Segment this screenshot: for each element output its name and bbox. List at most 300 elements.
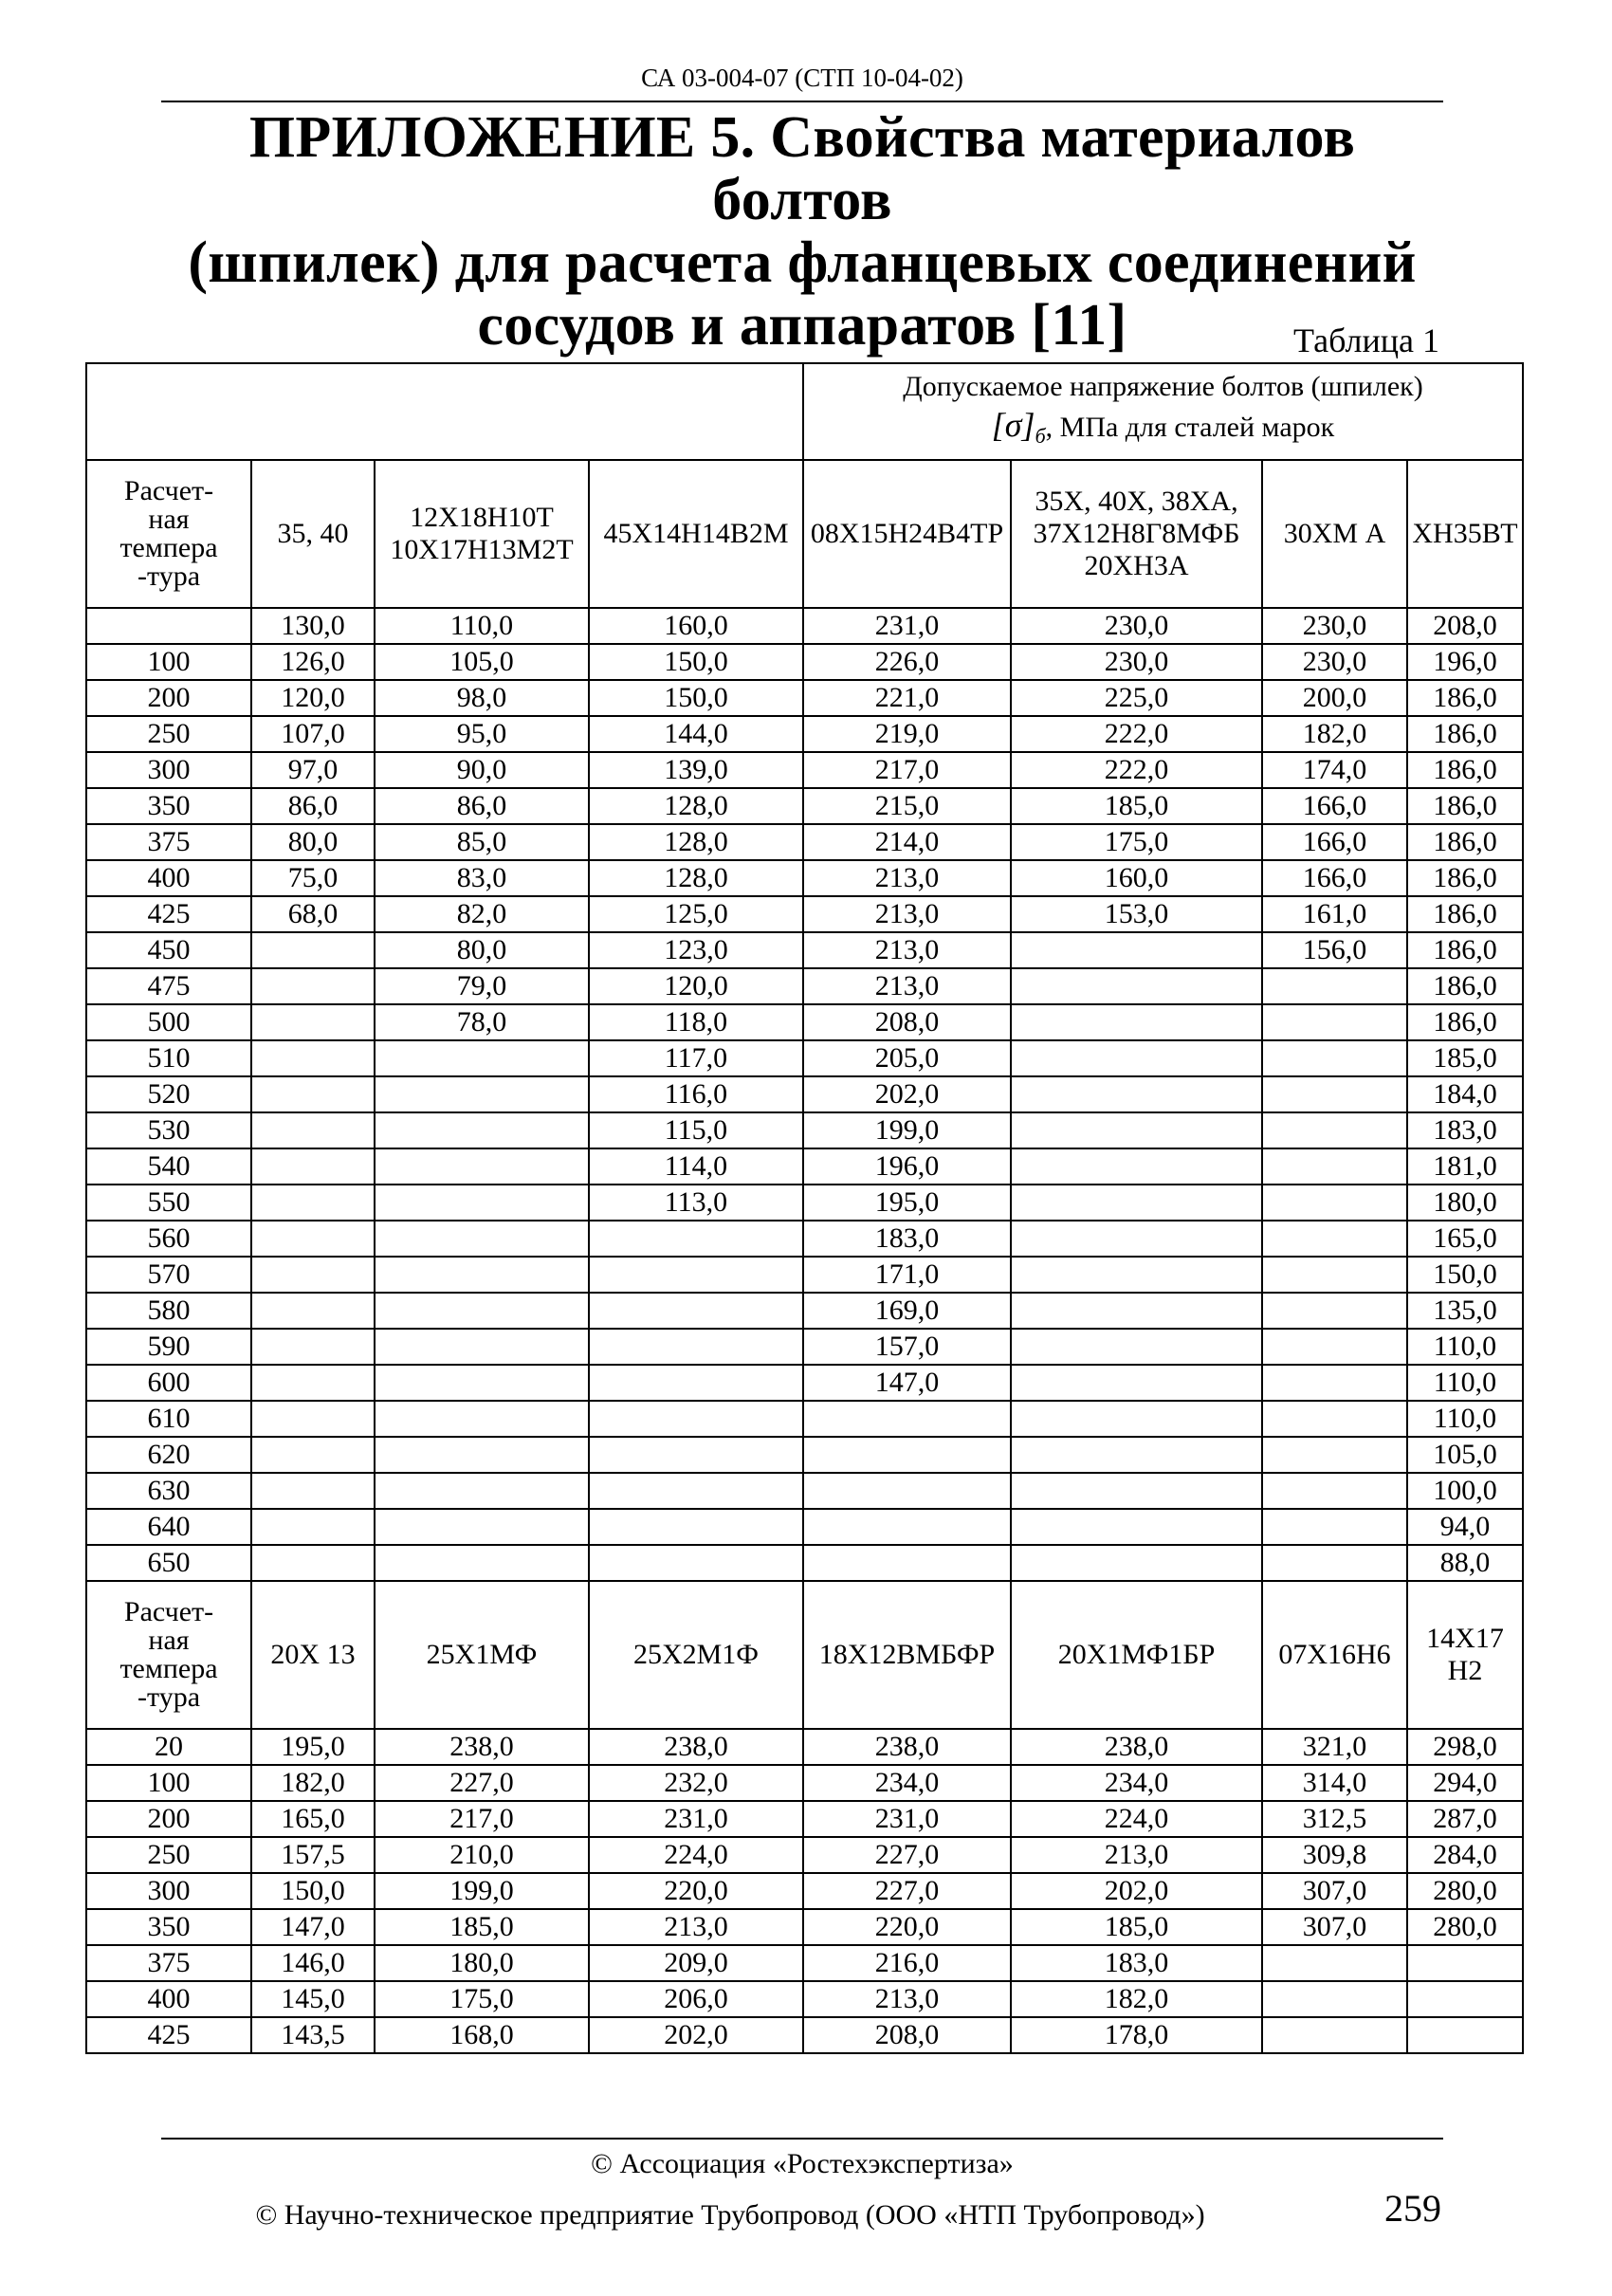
stress-value-cell: 186,0 bbox=[1407, 824, 1523, 860]
stress-value-cell: 171,0 bbox=[803, 1257, 1011, 1293]
stress-value-cell bbox=[375, 1148, 589, 1185]
group-header-row bbox=[86, 363, 1523, 460]
temperature-header-line: Расчет- bbox=[123, 475, 214, 506]
stress-value-cell bbox=[251, 1112, 375, 1148]
temperature-cell: 425 bbox=[86, 896, 251, 932]
stress-value-cell bbox=[251, 1365, 375, 1401]
steel-grade-header: 14Х17 Н2 bbox=[1407, 1581, 1523, 1729]
footer-rule bbox=[161, 2138, 1443, 2140]
table-row bbox=[86, 1076, 1523, 1112]
stress-value-cell bbox=[1011, 1401, 1262, 1437]
stress-value-cell bbox=[251, 1329, 375, 1365]
stress-value-cell bbox=[1011, 1004, 1262, 1040]
stress-value-cell: 79,0 bbox=[375, 968, 589, 1004]
stress-value-cell: 128,0 bbox=[589, 860, 803, 896]
stress-value-cell: 230,0 bbox=[1011, 608, 1262, 644]
table-row bbox=[86, 1112, 1523, 1148]
stress-value-cell: 213,0 bbox=[803, 860, 1011, 896]
temperature-cell: 400 bbox=[86, 860, 251, 896]
stress-value-cell: 217,0 bbox=[375, 1801, 589, 1837]
stress-value-cell: 90,0 bbox=[375, 752, 589, 788]
stress-value-cell bbox=[251, 1257, 375, 1293]
temperature-cell: 570 bbox=[86, 1257, 251, 1293]
title-line-3: сосудов и аппаратов [11] bbox=[477, 293, 1127, 358]
stress-value-cell bbox=[251, 968, 375, 1004]
stress-value-cell: 110,0 bbox=[1407, 1329, 1523, 1365]
temperature-cell: 20 bbox=[86, 1729, 251, 1765]
stress-value-cell: 145,0 bbox=[251, 1981, 375, 2017]
stress-value-cell bbox=[375, 1509, 589, 1545]
stress-value-cell: 238,0 bbox=[375, 1729, 589, 1765]
stress-value-cell: 128,0 bbox=[589, 788, 803, 824]
stress-value-cell: 186,0 bbox=[1407, 932, 1523, 968]
stress-value-cell bbox=[589, 1473, 803, 1509]
table-row bbox=[86, 1545, 1523, 1581]
stress-value-cell bbox=[1262, 1945, 1407, 1981]
temperature-cell: 250 bbox=[86, 716, 251, 752]
stress-value-cell: 135,0 bbox=[1407, 1293, 1523, 1329]
stress-value-cell: 94,0 bbox=[1407, 1509, 1523, 1545]
stress-value-cell: 208,0 bbox=[803, 1004, 1011, 1040]
stress-value-cell: 309,8 bbox=[1262, 1837, 1407, 1873]
stress-value-cell: 185,0 bbox=[1011, 1909, 1262, 1945]
stress-value-cell: 238,0 bbox=[1011, 1729, 1262, 1765]
stress-value-cell bbox=[803, 1545, 1011, 1581]
stress-value-cell bbox=[1407, 1981, 1523, 2017]
stress-value-cell: 178,0 bbox=[1011, 2017, 1262, 2053]
stress-value-cell: 186,0 bbox=[1407, 860, 1523, 896]
steel-grade-header: 30ХМ А bbox=[1262, 460, 1407, 608]
stress-value-cell: 120,0 bbox=[589, 968, 803, 1004]
stress-value-cell: 184,0 bbox=[1407, 1076, 1523, 1112]
stress-value-cell: 185,0 bbox=[375, 1909, 589, 1945]
stress-value-cell: 234,0 bbox=[803, 1765, 1011, 1801]
title-line-2: (шпилек) для расчета фланцевых соединений bbox=[188, 230, 1417, 295]
stress-value-cell: 110,0 bbox=[375, 608, 589, 644]
stress-value-cell bbox=[251, 1040, 375, 1076]
stress-value-cell bbox=[1011, 1473, 1262, 1509]
stress-value-cell bbox=[251, 1004, 375, 1040]
page-number: 259 bbox=[1384, 2187, 1441, 2230]
stress-value-cell: 115,0 bbox=[589, 1112, 803, 1148]
stress-value-cell: 227,0 bbox=[375, 1765, 589, 1801]
stress-value-cell bbox=[803, 1401, 1011, 1437]
stress-value-cell: 196,0 bbox=[1407, 644, 1523, 680]
stress-value-cell: 168,0 bbox=[375, 2017, 589, 2053]
stress-value-cell bbox=[1262, 1076, 1407, 1112]
stress-value-cell: 156,0 bbox=[1262, 932, 1407, 968]
stress-value-cell: 224,0 bbox=[589, 1837, 803, 1873]
stress-value-cell bbox=[1011, 1365, 1262, 1401]
stress-value-cell: 182,0 bbox=[1011, 1981, 1262, 2017]
stress-value-cell bbox=[1262, 968, 1407, 1004]
stress-value-cell bbox=[589, 1257, 803, 1293]
stress-value-cell: 220,0 bbox=[803, 1909, 1011, 1945]
group-header-cell bbox=[803, 363, 1523, 460]
steel-grade-header: 35Х, 40Х, 38ХА, 37Х12Н8Г8МФБ 20ХН3А bbox=[1011, 460, 1262, 608]
stress-value-cell: 126,0 bbox=[251, 644, 375, 680]
sigma-subscript: б bbox=[1035, 424, 1046, 448]
temperature-cell: 250 bbox=[86, 1837, 251, 1873]
stress-value-cell: 208,0 bbox=[1407, 608, 1523, 644]
stress-value-cell: 120,0 bbox=[251, 680, 375, 716]
stress-value-cell bbox=[803, 1437, 1011, 1473]
stress-value-cell: 215,0 bbox=[803, 788, 1011, 824]
stress-value-cell bbox=[375, 1221, 589, 1257]
stress-value-cell bbox=[1262, 1112, 1407, 1148]
table-row bbox=[86, 1365, 1523, 1401]
stress-value-cell bbox=[1262, 1004, 1407, 1040]
table-row bbox=[86, 896, 1523, 932]
stress-value-cell bbox=[589, 1293, 803, 1329]
table-row bbox=[86, 1437, 1523, 1473]
stress-value-cell: 222,0 bbox=[1011, 752, 1262, 788]
temperature-cell: 520 bbox=[86, 1076, 251, 1112]
stress-value-cell: 147,0 bbox=[803, 1365, 1011, 1401]
temperature-cell: 100 bbox=[86, 644, 251, 680]
stress-value-cell: 95,0 bbox=[375, 716, 589, 752]
stress-value-cell bbox=[1262, 1509, 1407, 1545]
stress-value-cell: 230,0 bbox=[1262, 608, 1407, 644]
stress-value-cell bbox=[251, 1185, 375, 1221]
temperature-cell: 375 bbox=[86, 1945, 251, 1981]
stress-value-cell: 165,0 bbox=[251, 1801, 375, 1837]
stress-value-cell: 307,0 bbox=[1262, 1909, 1407, 1945]
stress-value-cell: 110,0 bbox=[1407, 1401, 1523, 1437]
stress-value-cell: 143,5 bbox=[251, 2017, 375, 2053]
table-row bbox=[86, 1185, 1523, 1221]
table-row bbox=[86, 1293, 1523, 1329]
stress-value-cell: 186,0 bbox=[1407, 752, 1523, 788]
stress-value-cell: 80,0 bbox=[251, 824, 375, 860]
stress-value-cell: 186,0 bbox=[1407, 788, 1523, 824]
table-row bbox=[86, 644, 1523, 680]
stress-value-cell: 209,0 bbox=[589, 1945, 803, 1981]
stress-value-cell bbox=[251, 1221, 375, 1257]
stress-value-cell: 232,0 bbox=[589, 1765, 803, 1801]
stress-value-cell: 294,0 bbox=[1407, 1765, 1523, 1801]
stress-value-cell bbox=[1011, 968, 1262, 1004]
stress-value-cell: 195,0 bbox=[251, 1729, 375, 1765]
steel-grade-header: 25Х1МФ bbox=[375, 1581, 589, 1729]
stress-value-cell bbox=[1011, 1076, 1262, 1112]
table-row bbox=[86, 1837, 1523, 1873]
footer-line-1: © Ассоциация «Ростехэкспертиза» bbox=[591, 2148, 1014, 2179]
stress-value-cell bbox=[1011, 1148, 1262, 1185]
stress-value-cell: 225,0 bbox=[1011, 680, 1262, 716]
stress-value-cell: 180,0 bbox=[375, 1945, 589, 1981]
temperature-cell: 300 bbox=[86, 1873, 251, 1909]
stress-value-cell: 85,0 bbox=[375, 824, 589, 860]
stress-value-cell bbox=[1011, 1329, 1262, 1365]
temperature-header-cell bbox=[86, 1581, 251, 1729]
stress-value-cell: 107,0 bbox=[251, 716, 375, 752]
table-row bbox=[86, 1329, 1523, 1365]
table-row bbox=[86, 1765, 1523, 1801]
stress-value-cell bbox=[1011, 1257, 1262, 1293]
stress-value-cell bbox=[1262, 1437, 1407, 1473]
temperature-cell bbox=[86, 608, 251, 644]
stress-value-cell: 219,0 bbox=[803, 716, 1011, 752]
stress-value-cell: 210,0 bbox=[375, 1837, 589, 1873]
stress-value-cell: 110,0 bbox=[1407, 1365, 1523, 1401]
temperature-header-line: -тура bbox=[137, 560, 201, 592]
stress-value-cell bbox=[1011, 1509, 1262, 1545]
table-row bbox=[86, 1221, 1523, 1257]
stress-value-cell: 298,0 bbox=[1407, 1729, 1523, 1765]
steel-grade-header: 08Х15Н24В4ТР bbox=[803, 460, 1011, 608]
stress-value-cell bbox=[1011, 1437, 1262, 1473]
stress-value-cell bbox=[375, 1473, 589, 1509]
temperature-cell: 500 bbox=[86, 1004, 251, 1040]
temperature-cell: 560 bbox=[86, 1221, 251, 1257]
stress-value-cell: 150,0 bbox=[1407, 1257, 1523, 1293]
stress-value-cell: 98,0 bbox=[375, 680, 589, 716]
steel-grade-header: 07Х16Н6 bbox=[1262, 1581, 1407, 1729]
stress-value-cell: 153,0 bbox=[1011, 896, 1262, 932]
stress-value-cell bbox=[375, 1257, 589, 1293]
temperature-cell: 540 bbox=[86, 1148, 251, 1185]
stress-value-cell bbox=[251, 1148, 375, 1185]
steel-grade-header: 35, 40 bbox=[251, 460, 375, 608]
stress-value-cell: 183,0 bbox=[803, 1221, 1011, 1257]
steel-grade-header: 20Х 13 bbox=[251, 1581, 375, 1729]
stress-value-cell bbox=[589, 1329, 803, 1365]
stress-value-cell: 186,0 bbox=[1407, 968, 1523, 1004]
stress-value-cell bbox=[375, 1437, 589, 1473]
stress-value-cell: 230,0 bbox=[1011, 644, 1262, 680]
stress-value-cell: 185,0 bbox=[1011, 788, 1262, 824]
stress-value-cell bbox=[1011, 1545, 1262, 1581]
stress-value-cell bbox=[375, 1365, 589, 1401]
stress-value-cell bbox=[1262, 1221, 1407, 1257]
stress-value-cell: 284,0 bbox=[1407, 1837, 1523, 1873]
header-rule bbox=[161, 101, 1443, 102]
stress-value-cell: 202,0 bbox=[803, 1076, 1011, 1112]
stress-value-cell: 217,0 bbox=[803, 752, 1011, 788]
stress-value-cell: 186,0 bbox=[1407, 896, 1523, 932]
steel-header-row bbox=[86, 460, 1523, 608]
stress-value-cell bbox=[375, 1401, 589, 1437]
stress-value-cell bbox=[589, 1365, 803, 1401]
temperature-cell: 630 bbox=[86, 1473, 251, 1509]
temperature-header-cell bbox=[86, 460, 251, 608]
temperature-cell: 300 bbox=[86, 752, 251, 788]
stress-value-cell bbox=[251, 1509, 375, 1545]
stress-value-cell: 202,0 bbox=[1011, 1873, 1262, 1909]
group-header-units: , МПа для сталей марок bbox=[1045, 412, 1335, 443]
stress-value-cell: 231,0 bbox=[803, 1801, 1011, 1837]
stress-value-cell: 78,0 bbox=[375, 1004, 589, 1040]
stress-value-cell: 86,0 bbox=[375, 788, 589, 824]
stress-value-cell: 161,0 bbox=[1262, 896, 1407, 932]
stress-value-cell bbox=[375, 1293, 589, 1329]
temperature-cell: 620 bbox=[86, 1437, 251, 1473]
table-row bbox=[86, 1801, 1523, 1837]
table-row bbox=[86, 1148, 1523, 1185]
stress-value-cell bbox=[1262, 2017, 1407, 2053]
stress-value-cell bbox=[589, 1545, 803, 1581]
temperature-header-line: темпера bbox=[119, 1653, 218, 1684]
stress-value-cell bbox=[251, 1473, 375, 1509]
stress-value-cell bbox=[1262, 1257, 1407, 1293]
stress-value-cell: 68,0 bbox=[251, 896, 375, 932]
table-row bbox=[86, 1509, 1523, 1545]
stress-value-cell: 83,0 bbox=[375, 860, 589, 896]
table-row bbox=[86, 1473, 1523, 1509]
group-header-line1: Допускаемое напряжение болтов (шпилек) bbox=[903, 371, 1423, 402]
stress-value-cell bbox=[1262, 1545, 1407, 1581]
stress-value-cell bbox=[251, 1545, 375, 1581]
stress-value-cell: 86,0 bbox=[251, 788, 375, 824]
temperature-cell: 200 bbox=[86, 1801, 251, 1837]
table-row bbox=[86, 824, 1523, 860]
temperature-header-line: темпера bbox=[119, 532, 218, 563]
stress-value-cell bbox=[1407, 2017, 1523, 2053]
temperature-header-line: -тура bbox=[137, 1681, 201, 1713]
stress-value-cell: 196,0 bbox=[803, 1148, 1011, 1185]
table-row bbox=[86, 680, 1523, 716]
table-row bbox=[86, 1040, 1523, 1076]
stress-value-cell: 118,0 bbox=[589, 1004, 803, 1040]
temperature-cell: 350 bbox=[86, 1909, 251, 1945]
stress-value-cell: 144,0 bbox=[589, 716, 803, 752]
stress-value-cell: 213,0 bbox=[803, 932, 1011, 968]
stress-value-cell: 169,0 bbox=[803, 1293, 1011, 1329]
stress-value-cell: 231,0 bbox=[589, 1801, 803, 1837]
footer-line-2: © Научно-техническое предприятие Трубопровод (ООО «НТП Трубопровод») bbox=[255, 2199, 1205, 2231]
temperature-cell: 580 bbox=[86, 1293, 251, 1329]
stress-value-cell: 175,0 bbox=[1011, 824, 1262, 860]
temperature-header-line: Расчет- bbox=[123, 1596, 214, 1627]
stress-value-cell: 105,0 bbox=[375, 644, 589, 680]
stress-value-cell bbox=[375, 1329, 589, 1365]
stress-value-cell: 216,0 bbox=[803, 1945, 1011, 1981]
table-row bbox=[86, 860, 1523, 896]
sigma-symbol: [σ] bbox=[991, 406, 1035, 444]
stress-value-cell: 220,0 bbox=[589, 1873, 803, 1909]
stress-value-cell: 182,0 bbox=[1262, 716, 1407, 752]
stress-value-cell bbox=[1262, 1473, 1407, 1509]
stress-value-cell: 222,0 bbox=[1011, 716, 1262, 752]
temperature-cell: 400 bbox=[86, 1981, 251, 2017]
stress-value-cell: 183,0 bbox=[1407, 1112, 1523, 1148]
stress-value-cell: 150,0 bbox=[589, 680, 803, 716]
stress-value-cell: 314,0 bbox=[1262, 1765, 1407, 1801]
temperature-header-line: ная bbox=[148, 504, 190, 535]
steel-grade-header: ХН35ВТ bbox=[1407, 460, 1523, 608]
stress-value-cell bbox=[1262, 1148, 1407, 1185]
table-row bbox=[86, 1909, 1523, 1945]
temperature-cell: 510 bbox=[86, 1040, 251, 1076]
steel-grade-header: 12Х18Н10Т 10Х17Н13М2Т bbox=[375, 460, 589, 608]
temperature-cell: 530 bbox=[86, 1112, 251, 1148]
stress-value-cell: 186,0 bbox=[1407, 680, 1523, 716]
temperature-header-line: ная bbox=[148, 1625, 190, 1656]
stress-value-cell: 213,0 bbox=[803, 1981, 1011, 2017]
stress-value-cell: 182,0 bbox=[251, 1765, 375, 1801]
stress-value-cell: 166,0 bbox=[1262, 824, 1407, 860]
stress-value-cell bbox=[803, 1509, 1011, 1545]
stress-value-cell: 214,0 bbox=[803, 824, 1011, 860]
stress-value-cell bbox=[589, 1401, 803, 1437]
stress-value-cell bbox=[375, 1040, 589, 1076]
group-header-line2 bbox=[804, 406, 1522, 455]
stress-value-cell: 130,0 bbox=[251, 608, 375, 644]
table-row bbox=[86, 1729, 1523, 1765]
stress-value-cell: 157,5 bbox=[251, 1837, 375, 1873]
stress-value-cell bbox=[1262, 1365, 1407, 1401]
stress-value-cell: 88,0 bbox=[1407, 1545, 1523, 1581]
stress-value-cell: 221,0 bbox=[803, 680, 1011, 716]
table-row bbox=[86, 752, 1523, 788]
stress-value-cell: 231,0 bbox=[803, 608, 1011, 644]
stress-value-cell: 227,0 bbox=[803, 1873, 1011, 1909]
temperature-cell: 350 bbox=[86, 788, 251, 824]
stress-value-cell bbox=[375, 1112, 589, 1148]
table-caption: Таблица 1 bbox=[1293, 321, 1439, 359]
page-title bbox=[161, 106, 1443, 357]
table-row bbox=[86, 788, 1523, 824]
temperature-cell: 200 bbox=[86, 680, 251, 716]
stress-value-cell: 181,0 bbox=[1407, 1148, 1523, 1185]
stress-value-cell: 165,0 bbox=[1407, 1221, 1523, 1257]
stress-value-cell: 287,0 bbox=[1407, 1801, 1523, 1837]
stress-value-cell: 205,0 bbox=[803, 1040, 1011, 1076]
stress-value-cell: 117,0 bbox=[589, 1040, 803, 1076]
stress-value-cell: 202,0 bbox=[589, 2017, 803, 2053]
stress-value-cell: 157,0 bbox=[803, 1329, 1011, 1365]
stress-value-cell: 82,0 bbox=[375, 896, 589, 932]
table-row bbox=[86, 1873, 1523, 1909]
stress-value-cell: 208,0 bbox=[803, 2017, 1011, 2053]
steel-grade-header: 18Х12ВМБФР bbox=[803, 1581, 1011, 1729]
table-row bbox=[86, 968, 1523, 1004]
stress-value-cell bbox=[1262, 1185, 1407, 1221]
stress-value-cell: 238,0 bbox=[803, 1729, 1011, 1765]
stress-value-cell bbox=[1262, 1401, 1407, 1437]
stress-value-cell: 199,0 bbox=[375, 1873, 589, 1909]
table-row bbox=[86, 2017, 1523, 2053]
stress-value-cell bbox=[251, 1076, 375, 1112]
stress-value-cell bbox=[1262, 1329, 1407, 1365]
temperature-cell: 550 bbox=[86, 1185, 251, 1221]
stress-value-cell bbox=[1011, 1185, 1262, 1221]
stress-value-cell bbox=[375, 1545, 589, 1581]
stress-value-cell: 160,0 bbox=[1011, 860, 1262, 896]
stress-value-cell bbox=[1011, 932, 1262, 968]
stress-value-cell bbox=[1011, 1221, 1262, 1257]
stress-value-cell: 174,0 bbox=[1262, 752, 1407, 788]
table-row bbox=[86, 1257, 1523, 1293]
empty-corner-cell bbox=[86, 363, 803, 460]
temperature-cell: 640 bbox=[86, 1509, 251, 1545]
stress-value-cell: 321,0 bbox=[1262, 1729, 1407, 1765]
stress-value-cell: 75,0 bbox=[251, 860, 375, 896]
stress-value-cell: 183,0 bbox=[1011, 1945, 1262, 1981]
temperature-cell: 590 bbox=[86, 1329, 251, 1365]
stress-value-cell: 150,0 bbox=[589, 644, 803, 680]
stress-value-cell: 213,0 bbox=[589, 1909, 803, 1945]
stress-value-cell: 166,0 bbox=[1262, 788, 1407, 824]
table-row bbox=[86, 1945, 1523, 1981]
stress-value-cell: 200,0 bbox=[1262, 680, 1407, 716]
stress-value-cell bbox=[1011, 1040, 1262, 1076]
stress-value-cell: 125,0 bbox=[589, 896, 803, 932]
stress-value-cell: 312,5 bbox=[1262, 1801, 1407, 1837]
document-code: СА 03-004-07 (СТП 10-04-02) bbox=[641, 64, 963, 92]
stress-value-cell: 195,0 bbox=[803, 1185, 1011, 1221]
